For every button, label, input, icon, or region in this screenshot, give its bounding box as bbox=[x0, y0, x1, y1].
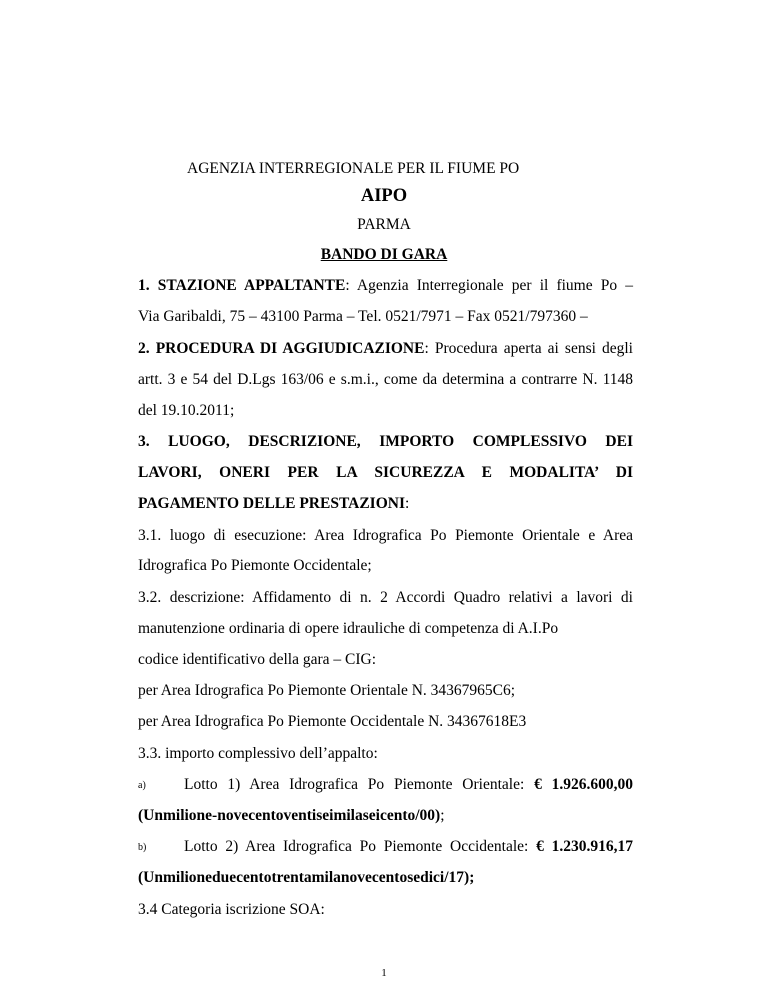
para-3-2-line-2: manutenzione ordinaria di opere idrauliche di competenza di A.I.Po bbox=[138, 620, 559, 637]
section-3-heading-line-2: LAVORI, ONERI PER LA SICUREZZA E MODALITA’ DI bbox=[138, 464, 633, 481]
lot-b-text: Lotto 2) Area Idrografica Po Piemonte Occidentale: bbox=[184, 838, 537, 855]
document-title: BANDO DI GARA bbox=[320, 246, 448, 263]
agency-acronym: AIPO bbox=[360, 186, 408, 206]
para-3-2-line-1: 3.2. descrizione: Affidamento di n. 2 Accordi Quadro relativi a lavori di bbox=[138, 589, 633, 606]
section-1-line-2: Via Garibaldi, 75 – 43100 Parma – Tel. 0521/7971 – Fax 0521/797360 – bbox=[138, 308, 588, 325]
cig-label: codice identificativo della gara – CIG: bbox=[138, 651, 377, 668]
lot-b-amount: € 1.230.916,17 bbox=[536, 838, 633, 855]
cig-orientale: per Area Idrografica Po Piemonte Orientale N. 34367965C6; bbox=[138, 682, 516, 699]
para-3-3: 3.3. importo complessivo dell’appalto: bbox=[138, 745, 378, 762]
para-3-4: 3.4 Categoria iscrizione SOA: bbox=[138, 901, 325, 918]
section-1-text: : Agenzia Interregionale per il fiume Po – bbox=[345, 277, 633, 294]
lot-a-words: (Unmilione-novecentoventiseimilaseicento/00) bbox=[138, 807, 441, 824]
section-3-heading-colon: : bbox=[405, 495, 410, 512]
agency-name: AGENZIA INTERREGIONALE PER IL FIUME PO bbox=[187, 160, 520, 177]
section-3-heading-line-1: 3. LUOGO, DESCRIZIONE, IMPORTO COMPLESSIVO DEI bbox=[138, 433, 633, 450]
lot-a-marker: a) bbox=[138, 780, 146, 791]
section-3-heading-text: PAGAMENTO DELLE PRESTAZIONI bbox=[138, 495, 405, 512]
lot-b-marker: b) bbox=[138, 842, 147, 853]
lot-a-tail: ; bbox=[440, 807, 445, 824]
para-3-1-line-1: 3.1. luogo di esecuzione: Area Idrografica Po Piemonte Orientale e Area bbox=[138, 527, 633, 544]
lot-a-line bbox=[184, 776, 633, 794]
lot-a-words-line bbox=[138, 807, 445, 825]
section-3-heading-line-3 bbox=[138, 495, 409, 513]
agency-city: PARMA bbox=[357, 216, 411, 233]
section-1-label: 1. STAZIONE APPALTANTE bbox=[138, 277, 346, 294]
cig-occidentale: per Area Idrografica Po Piemonte Occidentale N. 34367618E3 bbox=[138, 713, 527, 730]
section-2-line-2: artt. 3 e 54 del D.Lgs 163/06 e s.m.i., come da determina a contrarre N. 1148 bbox=[138, 371, 633, 388]
lot-a-amount: € 1.926.600,00 bbox=[534, 776, 634, 793]
para-3-1-line-2: Idrografica Po Piemonte Occidentale; bbox=[138, 557, 372, 574]
section-2-line-3: del 19.10.2011; bbox=[138, 402, 235, 419]
section-2-label: 2. PROCEDURA DI AGGIUDICAZIONE bbox=[138, 340, 425, 357]
page-number: 1 bbox=[381, 967, 387, 979]
lot-a-text: Lotto 1) Area Idrografica Po Piemonte Orientale: bbox=[184, 776, 535, 793]
section-1-line-1 bbox=[138, 277, 633, 295]
section-2-line-1 bbox=[138, 340, 633, 358]
section-2-text: : Procedura aperta ai sensi degli bbox=[424, 340, 633, 357]
lot-b-line bbox=[184, 838, 633, 856]
lot-b-words: (Unmilioneduecentotrentamilanovecentosedici/17); bbox=[138, 869, 475, 886]
